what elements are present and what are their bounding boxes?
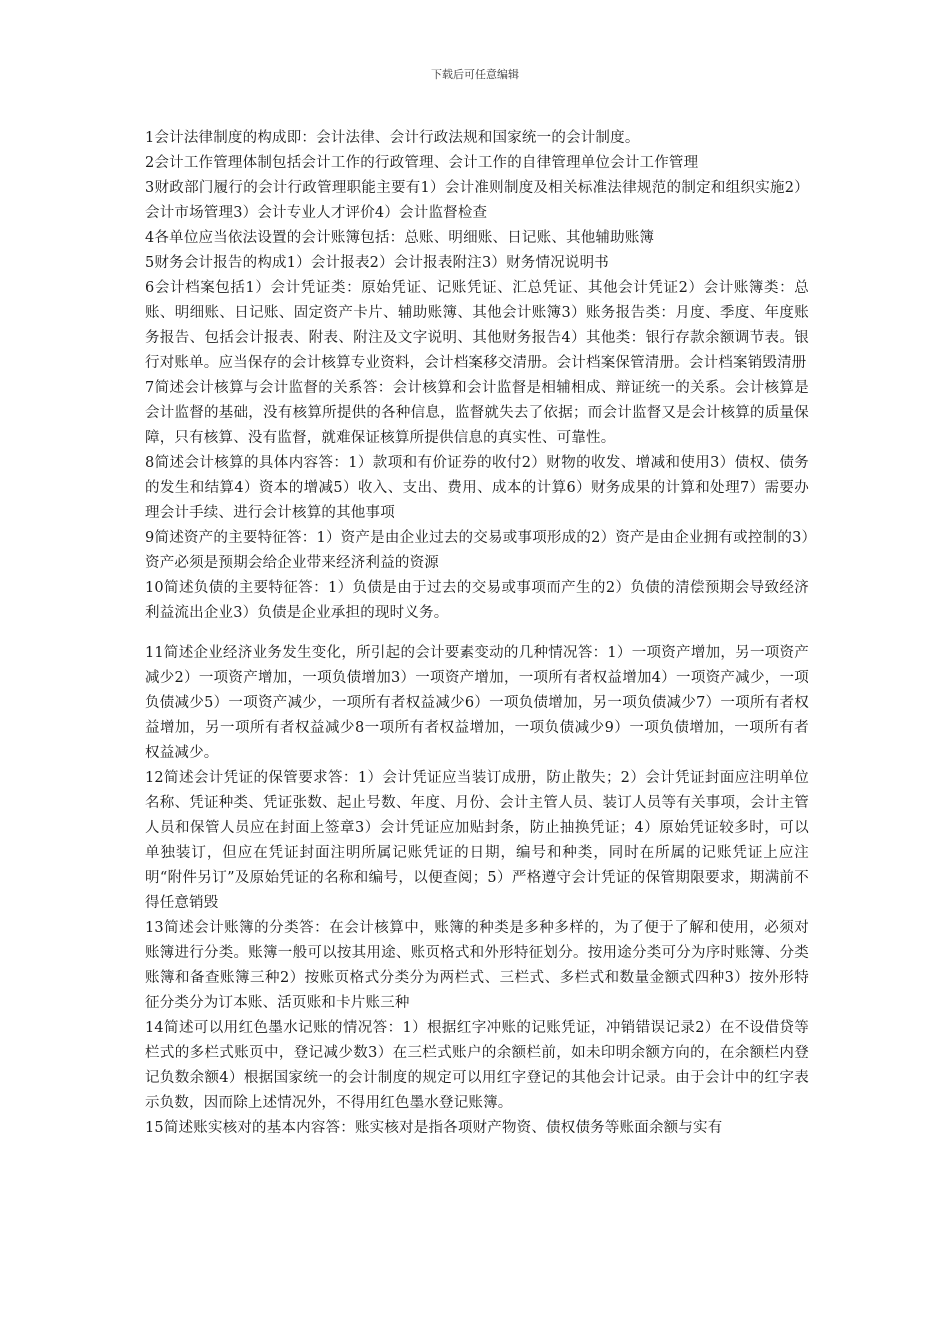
paragraph-10: 10简述负债的主要特征答：1）负债是由于过去的交易或事项而产生的2）负债的清偿预期会导致经济利益流出企业3）负债是企业承担的现时义务。 <box>145 580 809 621</box>
paragraph-12: 12简述会计凭证的保管要求答：1）会计凭证应当装订成册，防止散失；2）会计凭证封面应注明单位名称、凭证种类、凭证张数、起止号数、年度、月份、会计主管人员、装订人员等有关事项，会计主管人员和保管人员应在封面上签章3）会计凭证应加贴封条，防止抽换凭证；4）原始凭证较多时，可以单独装订，但应在凭证封面注明所属记账凭证的日期，编号和种类，同时在所属的记账凭证上应注明“附件另订”及原始凭证的名称和编号，以便查阅；5）严格遵守会计凭证的保管期限要求，期满前不得任意销毁 <box>145 770 809 911</box>
paragraph-4: 4各单位应当依法设置的会计账簿包括：总账、明细账、日记账、其他辅助账簿 <box>145 230 655 246</box>
paragraph-1: 1会计法律制度的构成即：会计法律、会计行政法规和国家统一的会计制度。 <box>145 130 640 146</box>
paragraph-6: 6会计档案包括1）会计凭证类：原始凭证、记账凭证、汇总凭证、其他会计凭证2）会计账簿类：总账、明细账、日记账、固定资产卡片、辅助账簿、其他会计账簿3）账务报告类：月度、季度、年度账务报告、包括会计报表、附表、附注及文字说明、其他财务报告4）其他类：银行存款余额调节表。银行对账单。应当保存的会计核算专业资料，会计档案移交清册。会计档案保管清册。会计档案销毁清册 <box>145 280 809 371</box>
paragraph-7: 7简述会计核算与会计监督的关系答：会计核算和会计监督是相辅相成、辩证统一的关系。会计核算是会计监督的基础，没有核算所提供的各种信息，监督就失去了依据；而会计监督又是会计核算的质量保障，只有核算、没有监督，就难保证核算所提供信息的真实性、可靠性。 <box>145 380 809 446</box>
document-body <box>145 126 809 1141</box>
paragraph-13: 13简述会计账簿的分类答：在会计核算中，账簿的种类是多种多样的，为了便于了解和使用，必须对账簿进行分类。账簿一般可以按其用途、账页格式和外形特征划分。按用途分类可分为序时账簿、分类账簿和备查账簿三种2）按账页格式分类分为两栏式、三栏式、多栏式和数量金额式四种3）按外形特征分类分为订本账、活页账和卡片账三种 <box>145 920 809 1011</box>
paragraph-3: 3财政部门履行的会计行政管理职能主要有1）会计准则制度及相关标准法律规范的制定和组织实施2）会计市场管理3）会计专业人才评价4）会计监督检查 <box>145 180 809 221</box>
paragraph-2: 2会计工作管理体制包括会计工作的行政管理、会计工作的自律管理单位会计工作管理 <box>145 155 699 171</box>
paragraph-5: 5财务会计报告的构成1）会计报表2）会计报表附注3）财务情况说明书 <box>145 255 609 271</box>
paragraph-14: 14简述可以用红色墨水记账的情况答：1）根据红字冲账的记账凭证，冲销错误记录2）在不设借贷等栏式的多栏式账页中，登记减少数3）在三栏式账户的余额栏前，如未印明余额方向的，在余额栏内登记负数余额4）根据国家统一的会计制度的规定可以用红字登记的其他会计记录。由于会计中的红字表示负数，因而除上述情况外，不得用红色墨水登记账簿。 <box>145 1020 809 1111</box>
paragraph-8: 8简述会计核算的具体内容答：1）款项和有价证券的收付2）财物的收发、增减和使用3）债权、债务的发生和结算4）资本的增减5）收入、支出、费用、成本的计算6）财务成果的计算和处理7）需要办理会计手续、进行会计核算的其他事项 <box>145 455 809 521</box>
paragraph-15: 15简述账实核对的基本内容答：账实核对是指各项财产物资、债权债务等账面余额与实有 <box>145 1120 723 1136</box>
paragraph-9: 9简述资产的主要特征答：1）资产是由企业过去的交易或事项形成的2）资产是由企业拥有或控制的3）资产必须是预期会给企业带来经济利益的资源 <box>145 530 809 571</box>
page-header: 下载后可任意编辑 <box>431 68 519 81</box>
paragraph-11: 11简述企业经济业务发生变化，所引起的会计要素变动的几种情况答：1）一项资产增加，另一项资产减少2）一项资产增加，一项负债增加3）一项资产增加，一项所有者权益增加4）一项资产减少，一项负债减少5）一项资产减少，一项所有者权益减少6）一项负债增加，另一项负债减少7）一项所有者权益增加，另一项所有者权益减少8一项所有者权益增加，一项负债减少9）一项负债增加，一项所有者权益减少。 <box>145 645 809 761</box>
